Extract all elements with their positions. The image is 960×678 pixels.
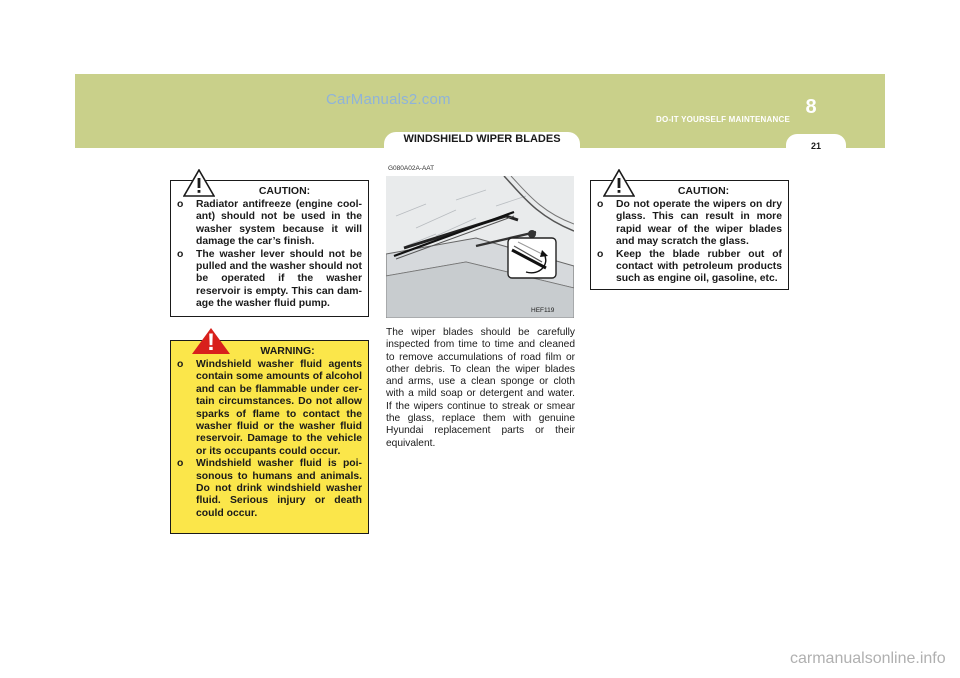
bullet-marker: o: [177, 248, 184, 260]
warning-heading: WARNING:: [260, 345, 315, 357]
warning-item-text: Windshield washer fluid is poi-sonous to humans and animals. Do not drink windshield washer fluid. Serious injury or death could occur.: [196, 458, 362, 519]
figure-label: HEF119: [531, 307, 555, 314]
reference-code: G080A02A-AAT: [388, 165, 435, 172]
wiper-illustration: [386, 176, 574, 318]
exclamation-mark: !: [207, 329, 215, 356]
warning-box: [170, 329, 369, 534]
caution-item: [177, 249, 362, 311]
caution-item-text: The washer lever should not be pulled and the washer should not be operated if the washer reservoir is empty. This can dam-age the washer fluid pump.: [196, 248, 362, 310]
caution-item-text: Keep the blade rubber out of contact with petroleum products such as engine oil, gasoline, etc.: [616, 248, 782, 285]
warning-item-text: Windshield washer fluid agents contain some amounts of alcohol and can be flammable under cer-tain circumstances. Do not allow sparks of flame to contact the washer fluid or the washer fluid reservoir. Damage to the vehicle or its occupants could occur.: [196, 359, 362, 457]
watermark-top-link[interactable]: CarManuals2.com: [326, 91, 451, 108]
caution-box-right: [590, 180, 789, 290]
section-title: WINDSHIELD WIPER BLADES: [403, 133, 561, 145]
wiper-blade-instructions: The wiper blades should be carefully inspected from time to time and cleaned to remove accumulations of road film or other debris. To clean the wiper blades and arms, use a clean sponge or cloth with a mild soap or detergent and water. If the wipers continue to streak or smear the glass, replace them with genuine Hyundai replacement parts or their equivalent.: [386, 327, 575, 449]
watermark-bottom-link[interactable]: carmanualsonline.info: [790, 650, 946, 667]
bullet-marker: o: [177, 199, 184, 210]
bullet-marker: o: [597, 199, 604, 210]
warning-item: [177, 359, 362, 458]
warning-item: [177, 458, 362, 520]
caution-item: [597, 249, 782, 286]
caution-item-text: Do not operate the wipers on dry glass. This can result in more rapid wear of the wiper blades and may scratch the glass.: [616, 199, 782, 248]
chapter-number: 8: [805, 96, 817, 118]
bullet-marker: o: [177, 458, 184, 470]
caution-item: [177, 199, 362, 249]
bullet-marker: o: [177, 359, 184, 370]
caution-box-left: [170, 180, 369, 317]
caution-item: [597, 199, 782, 249]
caution-heading: CAUTION:: [677, 185, 730, 197]
caution-heading: CAUTION:: [258, 185, 311, 197]
bullet-marker: o: [597, 248, 604, 260]
page-number: 21: [810, 141, 821, 151]
caution-item-text: Radiator antifreeze (engine cool-ant) should not be used in the washer system because it will damage the car’s finish.: [196, 199, 362, 248]
chapter-title: DO-IT YOURSELF MAINTENANCE: [656, 115, 790, 124]
wiper-drawing: [386, 176, 574, 318]
